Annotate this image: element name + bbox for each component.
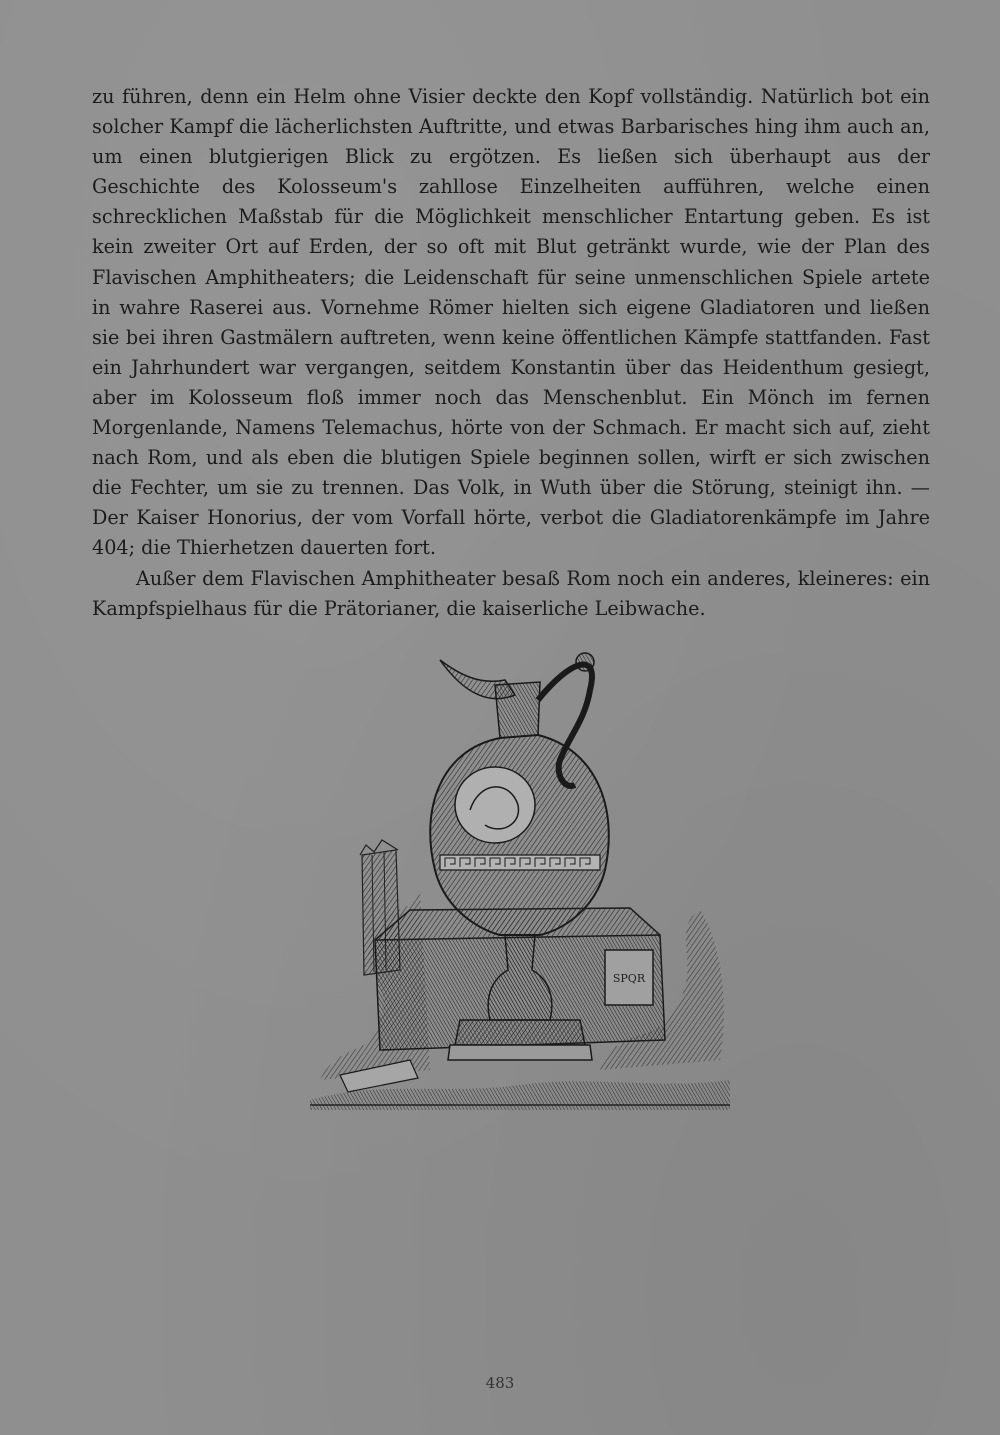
body-text: [92, 82, 930, 624]
vase-engraving-icon: [300, 640, 740, 1120]
paragraph-2: Außer dem Flavischen Amphitheater besaß Rom noch ein anderes, kleineres: ein Kampfspielhaus für die Prätorianer, die kaiserliche Leibwache.: [92, 566, 930, 620]
stone-inscription: SPQR: [612, 972, 646, 985]
page-number: 483: [485, 1374, 515, 1392]
paragraph-1: zu führen, denn ein Helm ohne Visier deckte den Kopf vollständig. Natürlich bot ein solcher Kampf die lächerlichsten Auftritte, und etwas Barbarisches hing ihm auch an, um einen blutgierigen Blick zu ergötzen. Es ließen sich überhaupt aus der Geschichte des Kolosseum's zahllose Einzelheiten aufführen, welche einen schrecklichen Maßstab für die Möglichkeit menschlicher Entartung geben. Es ist kein zweiter Ort auf Erden, der so oft mit Blut getränkt wurde, wie der Plan des Flavischen Amphitheaters; die Leidenschaft für seine unmenschlichen Spiele artete in wahre Raserei aus. Vornehme Römer hielten sich eigene Gladiatoren und ließen sie bei ihren Gastmälern auftreten, wenn keine öffentlichen Kämpfe stattfanden. Fast ein Jahrhundert war vergangen, seitdem Konstantin über das Heidenthum gesiegt, aber im Kolosseum floß immer noch das Menschenblut. Ein Mönch im fernen Morgenlande, Namens Telemachus, hörte von der Schmach. Er macht sich auf, zieht nach Rom, und als eben die blutigen Spiele beginnen sollen, wirft er sich zwischen die Fechter, um sie zu trennen. Das Volk, in Wuth über die Störung, steinigt ihn. — Der Kaiser Honorius, der vom Vorfall hörte, verbot die Gladiatorenkämpfe im Jahre 404; die Thierhetzen dauerten fort.: [92, 85, 930, 560]
